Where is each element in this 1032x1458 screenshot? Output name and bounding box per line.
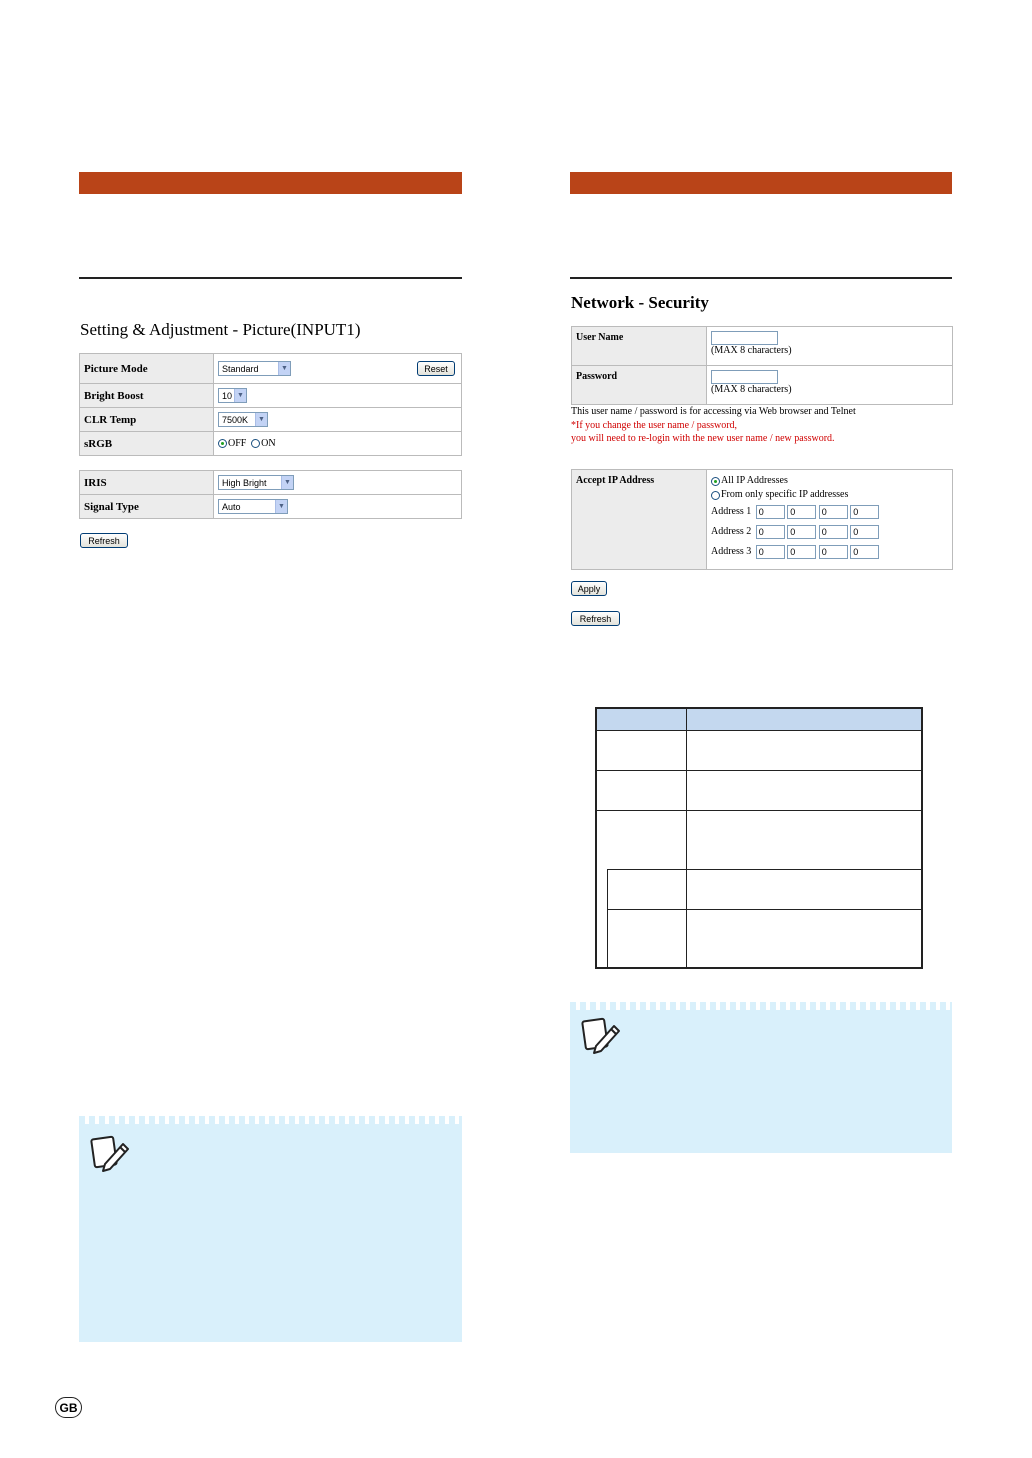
picture-screen-title: Setting & Adjustment - Picture(INPUT1)	[80, 320, 361, 339]
table-row	[80, 384, 462, 408]
credentials-table	[571, 326, 953, 405]
chevron-down-icon: ▼	[255, 413, 267, 426]
section-banner-left	[79, 172, 462, 194]
note-box-left	[79, 1116, 462, 1342]
address-2-octet-3[interactable]: 0	[819, 525, 848, 539]
table-row: Accept IP Address All IP Addresses From only specific IP addresses Address 1 0 0 0 0 Address 2 0 0 0 0 Address 3 0 0 0 0	[572, 470, 953, 570]
warning-line-2: you will need to re-login with the new user name / new password.	[571, 433, 835, 444]
accept-ip-table	[571, 469, 953, 570]
note-pencil-icon	[580, 1016, 624, 1056]
address-1-octet-4[interactable]: 0	[850, 505, 879, 519]
srgb-on-radio[interactable]	[251, 439, 260, 448]
picture-mode-select[interactable]: Standard ▼	[218, 361, 291, 376]
clr-temp-select[interactable]: 7500K ▼	[218, 412, 268, 427]
description-table	[595, 707, 923, 969]
user-name-label: User Name	[572, 327, 707, 366]
address-1-octet-1[interactable]: 0	[756, 505, 785, 519]
specific-ip-radio[interactable]	[711, 491, 720, 500]
max-hint: (MAX 8 characters)	[711, 384, 792, 395]
divider-right	[570, 277, 952, 279]
password-label: Password	[572, 366, 707, 405]
security-screen-title: Network - Security	[571, 293, 709, 312]
note-pencil-icon	[89, 1134, 133, 1174]
iris-signal-table	[79, 470, 462, 519]
address-1-octet-2[interactable]: 0	[787, 505, 816, 519]
table-header	[597, 709, 921, 731]
all-ip-radio[interactable]	[711, 477, 720, 486]
address-3-octet-3[interactable]: 0	[819, 545, 848, 559]
max-hint: (MAX 8 characters)	[711, 345, 792, 356]
address-2-octet-1[interactable]: 0	[756, 525, 785, 539]
picture-settings-table	[79, 353, 462, 456]
signal-type-label: Signal Type	[80, 495, 214, 519]
table-row	[80, 495, 462, 519]
address-3-octet-2[interactable]: 0	[787, 545, 816, 559]
accept-ip-label: Accept IP Address	[572, 470, 707, 570]
chevron-down-icon: ▼	[275, 500, 287, 513]
table-row	[80, 408, 462, 432]
region-badge: GB	[55, 1397, 82, 1418]
signal-type-select[interactable]: Auto ▼	[218, 499, 288, 514]
reset-button[interactable]: Reset	[417, 361, 455, 376]
address-1-octet-3[interactable]: 0	[819, 505, 848, 519]
credentials-info: This user name / password is for accessing via Web browser and Telnet	[571, 406, 856, 417]
address-3-octet-4[interactable]: 0	[850, 545, 879, 559]
apply-button[interactable]: Apply	[571, 581, 607, 596]
bright-boost-select[interactable]: 10 ▼	[218, 388, 247, 403]
chevron-down-icon: ▼	[234, 389, 246, 402]
address-row-2: Address 2 0 0 0 0	[711, 525, 948, 545]
iris-select[interactable]: High Bright ▼	[218, 475, 294, 490]
address-2-octet-2[interactable]: 0	[787, 525, 816, 539]
section-banner-right	[570, 172, 952, 194]
note-box-right	[570, 1002, 952, 1153]
divider-left	[79, 277, 462, 279]
chevron-down-icon: ▼	[278, 362, 290, 375]
table-row	[80, 471, 462, 495]
srgb-off-radio[interactable]	[218, 439, 227, 448]
picture-mode-label: Picture Mode	[80, 354, 214, 384]
clr-temp-label: CLR Temp	[80, 408, 214, 432]
warning-line-1: *If you change the user name / password,	[571, 420, 738, 431]
refresh-button-left[interactable]: Refresh	[80, 533, 128, 548]
table-row	[572, 327, 953, 366]
user-name-input[interactable]	[711, 331, 778, 345]
password-input[interactable]	[711, 370, 778, 384]
table-row: sRGB OFF ON	[80, 432, 462, 456]
iris-label: IRIS	[80, 471, 214, 495]
srgb-label: sRGB	[80, 432, 214, 456]
table-row	[572, 366, 953, 405]
chevron-down-icon: ▼	[281, 476, 293, 489]
address-2-octet-4[interactable]: 0	[850, 525, 879, 539]
table-row	[80, 354, 462, 384]
address-3-octet-1[interactable]: 0	[756, 545, 785, 559]
address-row-3: Address 3 0 0 0 0	[711, 545, 948, 565]
address-row-1: Address 1 0 0 0 0	[711, 505, 948, 525]
refresh-button-right[interactable]: Refresh	[571, 611, 620, 626]
bright-boost-label: Bright Boost	[80, 384, 214, 408]
